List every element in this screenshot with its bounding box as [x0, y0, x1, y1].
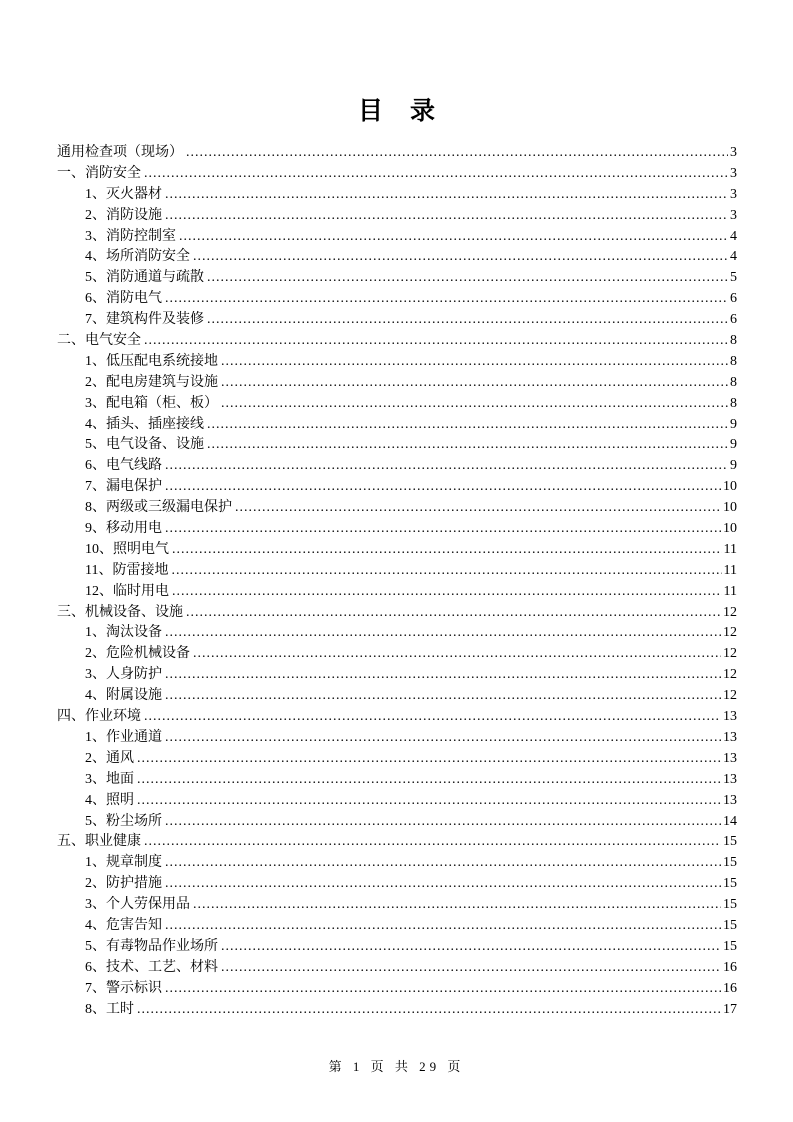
toc-entry-label: 5、粉尘场所 — [85, 813, 162, 829]
toc-entry-label: 4、危害告知 — [85, 917, 162, 933]
toc-entry-label: 二、电气安全 — [57, 333, 141, 349]
toc-entry-page: 3 — [730, 165, 737, 181]
toc-leader-dots — [165, 185, 728, 206]
toc-entry[interactable] — [57, 164, 737, 185]
toc-leader-dots — [172, 540, 722, 561]
toc-entry[interactable] — [57, 519, 737, 540]
toc-entry-page: 13 — [723, 792, 737, 808]
toc-leader-dots — [193, 644, 721, 665]
toc-entry[interactable] — [57, 477, 737, 498]
toc-entry[interactable] — [57, 289, 737, 310]
toc-leader-dots — [137, 770, 721, 791]
toc-leader-dots — [165, 623, 721, 644]
toc-entry[interactable] — [57, 331, 737, 352]
toc-entry[interactable] — [57, 540, 737, 561]
toc-entry-label: 8、两级或三级漏电保护 — [85, 500, 232, 516]
toc-leader-dots — [186, 143, 728, 164]
toc-entry-page: 9 — [730, 416, 737, 432]
toc-entry[interactable] — [57, 394, 737, 415]
toc-entry-page: 8 — [730, 333, 737, 349]
toc-entry-page: 12 — [723, 667, 737, 683]
toc-entry[interactable] — [57, 770, 737, 791]
toc-entry-label: 四、作业环境 — [57, 709, 141, 725]
toc-entry-page: 12 — [723, 604, 737, 620]
toc-leader-dots — [221, 937, 721, 958]
toc-leader-dots — [186, 603, 721, 624]
toc-entry-label: 1、淘汰设备 — [85, 625, 162, 641]
toc-entry-page: 8 — [730, 395, 737, 411]
toc-leader-dots — [165, 686, 721, 707]
toc-leader-dots — [144, 832, 721, 853]
toc-entry-label: 5、消防通道与疏散 — [85, 270, 204, 286]
toc-leader-dots — [221, 958, 721, 979]
toc-entry-page: 13 — [723, 729, 737, 745]
toc-leader-dots — [165, 916, 721, 937]
toc-entry-page: 5 — [730, 270, 737, 286]
toc-entry-label: 9、移动用电 — [85, 521, 162, 537]
toc-leader-dots — [235, 498, 721, 519]
toc-entry[interactable] — [57, 185, 737, 206]
toc-leader-dots — [179, 227, 728, 248]
toc-entry[interactable] — [57, 268, 737, 289]
toc-entry-label: 8、工时 — [85, 1001, 134, 1017]
toc-entry-label: 5、电气设备、设施 — [85, 437, 204, 453]
toc-entry-page: 12 — [723, 688, 737, 704]
toc-leader-dots — [137, 1000, 721, 1021]
toc-entry-label: 2、防护措施 — [85, 876, 162, 892]
toc-entry-label: 1、低压配电系统接地 — [85, 353, 218, 369]
toc-entry[interactable] — [57, 644, 737, 665]
toc-leader-dots — [207, 268, 728, 289]
toc-entry[interactable] — [57, 623, 737, 644]
toc-entry[interactable] — [57, 937, 737, 958]
toc-leader-dots — [193, 895, 721, 916]
toc-entry-page: 17 — [723, 1001, 737, 1017]
toc-entry[interactable] — [57, 435, 737, 456]
page-footer: 第 1 页 共 29 页 — [328, 1059, 465, 1074]
toc-entry-label: 4、场所消防安全 — [85, 249, 190, 265]
toc-entry-page: 12 — [723, 646, 737, 662]
toc-entry-label: 2、配电房建筑与设施 — [85, 374, 218, 390]
toc-entry-page: 6 — [730, 312, 737, 328]
toc-entry[interactable] — [57, 874, 737, 895]
toc-entry-page: 15 — [723, 897, 737, 913]
toc-leader-dots — [144, 164, 728, 185]
toc-leader-dots — [165, 665, 721, 686]
toc-entry-label: 3、个人劳保用品 — [85, 897, 190, 913]
toc-entry-page: 12 — [723, 625, 737, 641]
toc-entry-page: 8 — [730, 353, 737, 369]
toc-entry[interactable] — [57, 749, 737, 770]
toc-entry-page: 15 — [723, 834, 737, 850]
toc-leader-dots — [221, 394, 728, 415]
toc-entry-page: 13 — [723, 709, 737, 725]
toc-leader-dots — [221, 352, 728, 373]
toc-entry[interactable] — [57, 853, 737, 874]
toc-leader-dots — [221, 373, 728, 394]
toc-leader-dots — [207, 435, 728, 456]
toc-leader-dots — [165, 519, 721, 540]
toc-entry-page: 9 — [730, 437, 737, 453]
toc-entry-label: 1、灭火器材 — [85, 186, 162, 202]
toc-entry-page: 15 — [723, 938, 737, 954]
toc-entry-page: 10 — [723, 521, 737, 537]
toc-leader-dots — [207, 415, 728, 436]
toc-entry-label: 一、消防安全 — [57, 165, 141, 181]
toc-leader-dots — [144, 331, 728, 352]
toc-entry-label: 11、防雷接地 — [85, 562, 169, 578]
toc-entry[interactable] — [57, 812, 737, 833]
toc-leader-dots — [172, 582, 722, 603]
toc-entry-label: 6、消防电气 — [85, 291, 162, 307]
toc-entry-label: 7、建筑构件及装修 — [85, 312, 204, 328]
toc-leader-dots — [171, 561, 721, 582]
toc-entry[interactable] — [57, 415, 737, 436]
toc-entry[interactable] — [57, 707, 737, 728]
toc-leader-dots — [165, 206, 728, 227]
page-title: 目 录 — [357, 98, 436, 125]
toc-entry-label: 4、附属设施 — [85, 688, 162, 704]
toc-leader-dots — [165, 874, 721, 895]
toc-entry[interactable] — [57, 979, 737, 1000]
toc-entry[interactable] — [57, 582, 737, 603]
toc-entry-label: 10、照明电气 — [85, 541, 169, 557]
toc-entry-label: 6、技术、工艺、材料 — [85, 959, 218, 975]
toc-entry-label: 1、作业通道 — [85, 729, 162, 745]
toc-entry-page: 10 — [723, 500, 737, 516]
toc-entry-page: 9 — [730, 458, 737, 474]
toc-entry[interactable] — [57, 832, 737, 853]
toc-entry-label: 4、照明 — [85, 792, 134, 808]
toc-entry-label: 2、通风 — [85, 750, 134, 766]
toc-entry-page: 16 — [723, 980, 737, 996]
toc-entry-page: 6 — [730, 291, 737, 307]
toc-entry-page: 11 — [723, 583, 737, 599]
toc-entry-label: 7、漏电保护 — [85, 479, 162, 495]
toc-entry-label: 五、职业健康 — [57, 834, 141, 850]
toc-entry[interactable] — [57, 143, 737, 164]
toc-entry-page: 13 — [723, 771, 737, 787]
toc-leader-dots — [144, 707, 721, 728]
toc-entry-label: 4、插头、插座接线 — [85, 416, 204, 432]
toc-leader-dots — [137, 749, 721, 770]
toc-entry[interactable] — [57, 895, 737, 916]
toc-leader-dots — [207, 310, 728, 331]
toc-leader-dots — [165, 812, 721, 833]
toc-entry-page: 4 — [730, 228, 737, 244]
toc-entry-page: 14 — [723, 813, 737, 829]
toc-list — [57, 143, 737, 1020]
toc-entry-page: 8 — [730, 374, 737, 390]
toc-leader-dots — [193, 247, 728, 268]
toc-entry[interactable] — [57, 916, 737, 937]
toc-entry-label: 2、消防设施 — [85, 207, 162, 223]
toc-entry[interactable] — [57, 227, 737, 248]
toc-entry[interactable] — [57, 456, 737, 477]
toc-entry-label: 6、电气线路 — [85, 458, 162, 474]
toc-entry-page: 3 — [730, 207, 737, 223]
toc-entry-label: 2、危险机械设备 — [85, 646, 190, 662]
toc-leader-dots — [165, 979, 721, 1000]
toc-entry-label: 3、地面 — [85, 771, 134, 787]
toc-entry-page: 4 — [730, 249, 737, 265]
toc-leader-dots — [165, 853, 721, 874]
toc-entry-label: 12、临时用电 — [85, 583, 169, 599]
toc-entry[interactable] — [57, 498, 737, 519]
toc-entry[interactable] — [57, 373, 737, 394]
toc-entry-page: 3 — [730, 186, 737, 202]
toc-entry[interactable] — [57, 958, 737, 979]
toc-entry-page: 10 — [723, 479, 737, 495]
toc-entry[interactable] — [57, 310, 737, 331]
toc-entry-label: 3、人身防护 — [85, 667, 162, 683]
toc-entry-page: 15 — [723, 876, 737, 892]
toc-entry-label: 3、配电箱（柜、板） — [85, 395, 218, 411]
toc-entry-page: 3 — [730, 145, 737, 160]
toc-entry[interactable] — [57, 791, 737, 812]
toc-entry[interactable] — [57, 603, 737, 624]
toc-entry[interactable] — [57, 665, 737, 686]
toc-entry-label: 5、有毒物品作业场所 — [85, 938, 218, 954]
toc-entry[interactable] — [57, 206, 737, 227]
toc-entry-page: 13 — [723, 750, 737, 766]
toc-entry-label: 通用检查项（现场） — [57, 145, 183, 160]
toc-entry-page: 11 — [723, 541, 737, 557]
toc-leader-dots — [137, 791, 721, 812]
toc-entry-page: 15 — [723, 917, 737, 933]
toc-entry-label: 1、规章制度 — [85, 855, 162, 871]
toc-entry-page: 15 — [723, 855, 737, 871]
toc-entry-label: 3、消防控制室 — [85, 228, 176, 244]
toc-entry[interactable] — [57, 352, 737, 373]
toc-leader-dots — [165, 456, 728, 477]
toc-leader-dots — [165, 477, 721, 498]
toc-entry-page: 11 — [723, 562, 737, 578]
toc-entry-label: 7、警示标识 — [85, 980, 162, 996]
toc-entry[interactable] — [57, 686, 737, 707]
toc-entry[interactable] — [57, 561, 737, 582]
toc-entry[interactable] — [57, 1000, 737, 1021]
toc-leader-dots — [165, 728, 721, 749]
toc-entry-label: 三、机械设备、设施 — [57, 604, 183, 620]
toc-leader-dots — [165, 289, 728, 310]
toc-entry[interactable] — [57, 247, 737, 268]
toc-entry-page: 16 — [723, 959, 737, 975]
toc-entry[interactable] — [57, 728, 737, 749]
